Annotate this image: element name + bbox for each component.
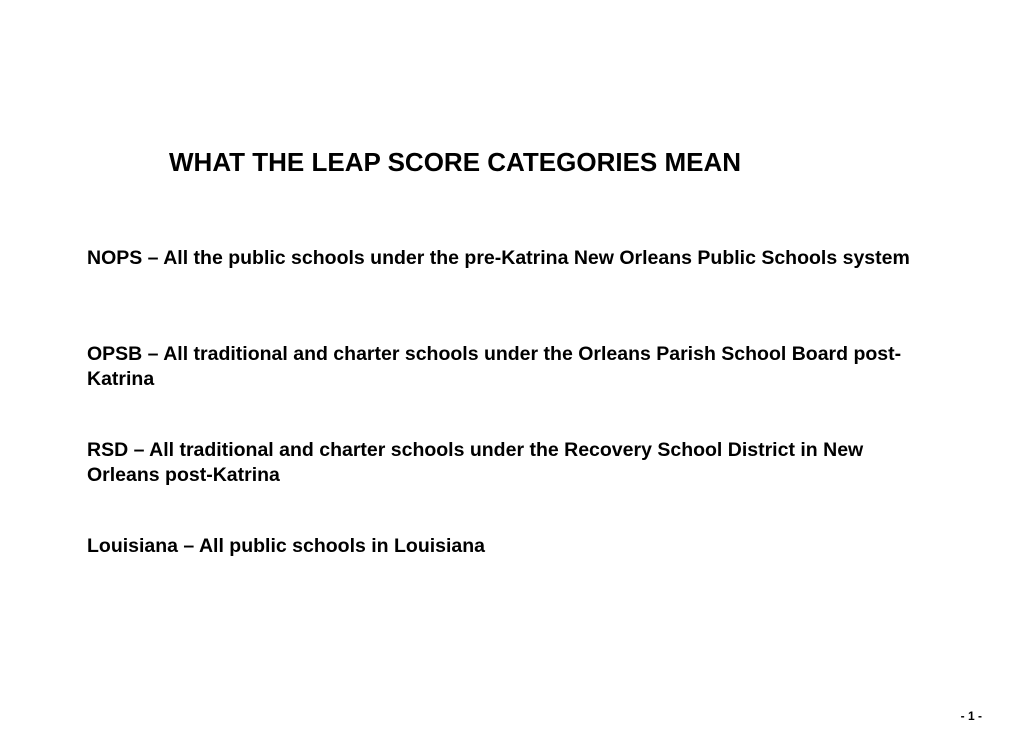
definition-louisiana: Louisiana – All public schools in Louisiana — [87, 535, 486, 557]
definition-nops: NOPS – All the public schools under the pre-Katrina New Orleans Public Schools system — [87, 247, 910, 269]
definition-opsb: OPSB – All traditional and charter schools under the Orleans Parish School Board post-Katrina — [87, 343, 902, 390]
definition-rsd: RSD – All traditional and charter schools under the Recovery School District in New Orleans post-Katrina — [87, 439, 864, 486]
page-number: - 1 - — [960, 709, 982, 723]
page-title: WHAT THE LEAP SCORE CATEGORIES MEAN — [169, 147, 742, 177]
